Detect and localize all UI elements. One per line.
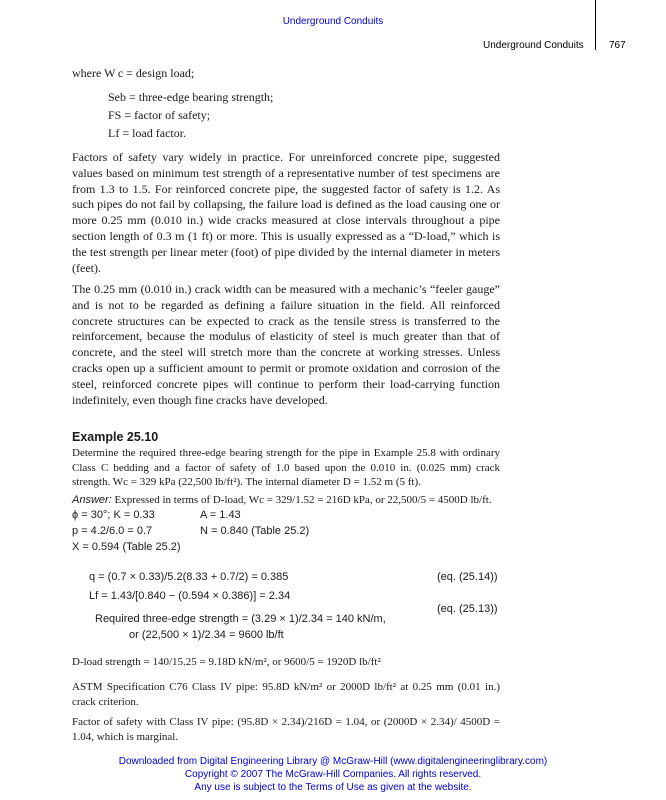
p-value: p = 4.2/6.0 = 0.7 — [72, 525, 153, 537]
footer-download-link[interactable]: Downloaded from Digital Engineering Library @ McGraw-Hill (www.digitalengineeringlibrary.com) — [118, 756, 548, 767]
definition-wc: where W c = design load; — [72, 66, 195, 80]
phi-k-values: ϕ = 30°; K = 0.33 — [72, 509, 155, 521]
example-title: Example 25.10 — [72, 430, 159, 444]
factor-of-safety: Factor of safety with Class IV pipe: (95.8D × 2.34)/216D = 1.04, or (2000D × 2.34)/ 4500D = 1.04, which is marginal. — [72, 716, 500, 743]
equation-lf: Lf = 1.43/[0.840 − (0.594 × 0.386)] = 2.34 — [89, 590, 291, 602]
paragraph-crack-width: The 0.25 mm (0.010 in.) crack width can be measured with a mechanic’s “feeler gauge” and is not to be regarded as defining a failure situation in the field. All reinforced concrete structures can be expected to crack as the tensile stress is transferred to the reinforcement, because the modulus of elasticity of steel is much greater than that of concrete, and the steel will stretch more than the concrete at working stresses. Unless cracks open up a sufficient amount to permit or promote oxidation and corrosion of the steel, reinforced concrete pipes will continue to perform their load-carrying function indefinitely, even though fine cracks have developed. — [72, 282, 500, 407]
definition-lf: Lf = load factor. — [108, 126, 187, 140]
x-value: X = 0.594 (Table 25.2) — [72, 541, 181, 553]
page-number: 767 — [609, 40, 626, 51]
example-problem: Determine the required three-edge bearing strength for the pipe in Example 25.8 with ordinary Class C bedding and a factor of safety of 1.0 based upon the 0.010 in. (0.025 mm) crack strength. Wc = 329 kPa (22,500 lb/ft²). The internal diameter D = 1.52 m (5 ft). — [72, 447, 500, 488]
header-rule — [595, 0, 596, 50]
answer-label: Answer: — [72, 494, 112, 506]
dload-strength: D-load strength = 140/15.25 = 9.18D kN/m², or 9600/5 = 1920D lb/ft² — [72, 656, 381, 668]
answer-text: Expressed in terms of D-load, Wc = 329/1.52 = 216D kPa, or 22,500/5 = 4500D lb/ft. — [114, 494, 492, 506]
definition-seb: Seb = three-edge bearing strength; — [108, 90, 274, 104]
equation-required-strength: Required three-edge strength = (3.29 × 1)/2.34 = 140 kN/m, — [95, 613, 386, 625]
equation-required-strength-alt: or (22,500 × 1)/2.34 = 9600 lb/ft — [129, 629, 284, 641]
definition-fs: FS = factor of safety; — [108, 108, 211, 122]
footer-terms[interactable]: Any use is subject to the Terms of Use as given at the website. — [194, 782, 472, 793]
answer-line — [72, 493, 502, 508]
astm-specification: ASTM Specification C76 Class IV pipe: 95.8D kN/m² or 2000D lb/ft² at 0.25 mm (0.01 in.) crack criterion. — [72, 681, 500, 708]
equation-req-ref: (eq. (25.13)) — [437, 603, 498, 615]
paragraph-safety-factors: Factors of safety vary widely in practice. For unreinforced concrete pipe, suggested values based on minimum test strength of a representative number of test specimens are from 1.3 to 1.5. For reinforced concrete pipe, the suggested factor of safety is 1.2. As such pipes do not fail by collapsing, the failure load is defined as the load causing one or more 0.25 mm (0.010 in.) wide cracks measured at close intervals throughout a pipe section length of 0.3 m (1 ft) or more. This is usually expressed as a “D-load,” which is the test strength per linear meter (foot) of pipe divided by the internal diameter in meters (feet). — [72, 150, 500, 275]
equation-q: q = (0.7 × 0.33)/5.2(8.33 + 0.7/2) = 0.385 — [89, 571, 289, 583]
top-link[interactable]: Underground Conduits — [282, 16, 384, 27]
running-title: Underground Conduits — [483, 40, 584, 51]
footer-copyright: Copyright © 2007 The McGraw-Hill Companies. All rights reserved. — [184, 769, 482, 780]
equation-q-ref: (eq. (25.14)) — [437, 571, 498, 583]
n-value: N = 0.840 (Table 25.2) — [200, 525, 310, 537]
a-value: A = 1.43 — [200, 509, 241, 521]
